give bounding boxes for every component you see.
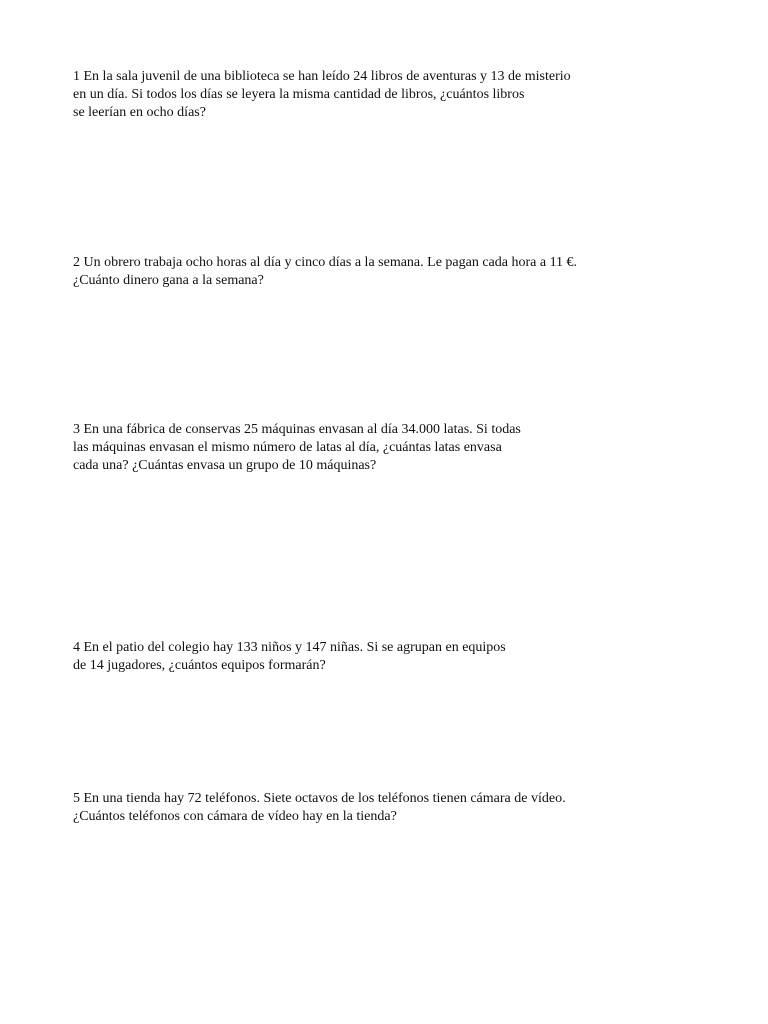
problem-4-line-1: 4 En el patio del colegio hay 133 niños y 147 niñas. Si se agrupan en equipos [73, 640, 506, 655]
problem-2-line-1: 2 Un obrero trabaja ocho horas al día y cinco días a la semana. Le pagan cada hora a 11 €. [73, 255, 578, 270]
problem-1-line-1: 1 En la sala juvenil de una biblioteca se han leído 24 libros de aventuras y 13 de misterio [73, 69, 571, 84]
problem-5-line-1: 5 En una tienda hay 72 teléfonos. Siete octavos de los teléfonos tienen cámara de vídeo. [73, 791, 566, 806]
problem-3 [73, 421, 521, 475]
problem-3-line-2: las máquinas envasan el mismo número de latas al día, ¿cuántas latas envasa [73, 440, 502, 455]
problem-5-line-2: ¿Cuántos teléfonos con cámara de vídeo hay en la tienda? [73, 809, 397, 824]
problem-3-line-1: 3 En una fábrica de conservas 25 máquinas envasan al día 34.000 latas. Si todas [73, 422, 521, 437]
problem-4 [73, 639, 506, 675]
problem-1-line-3: se leerían en ocho días? [73, 105, 206, 120]
problem-4-line-2: de 14 jugadores, ¿cuántos equipos formarán? [73, 658, 326, 673]
problem-1 [73, 68, 571, 122]
problem-2 [73, 254, 577, 290]
problem-5 [73, 790, 566, 826]
problem-3-line-3: cada una? ¿Cuántas envasa un grupo de 10 máquinas? [73, 458, 377, 473]
problem-1-line-2: en un día. Si todos los días se leyera la misma cantidad de libros, ¿cuántos libros [73, 87, 525, 102]
problem-2-line-2: ¿Cuánto dinero gana a la semana? [73, 273, 264, 288]
